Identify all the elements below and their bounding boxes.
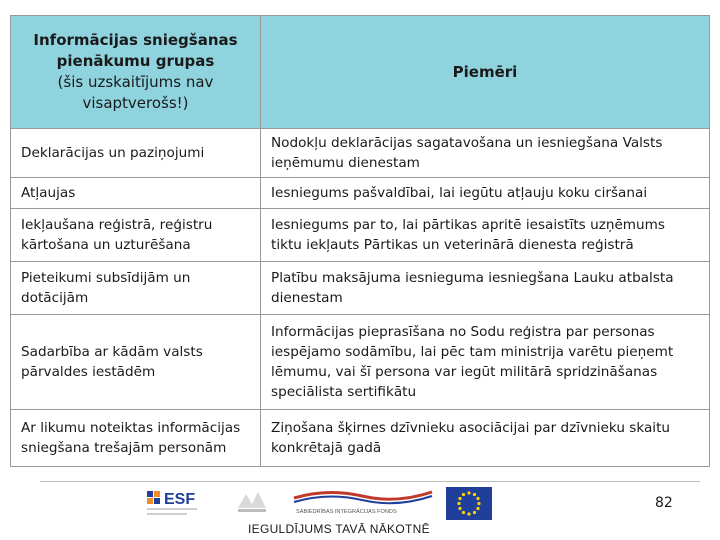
table-row [11,315,710,410]
example-cell: Platību maksājuma iesnieguma iesniegšana Lauku atbalsta dienestam [261,262,710,315]
group-cell: Deklarācijas un paziņojumi [11,129,261,178]
header-groups-title: Informācijas sniegšanas pienākumu grupas [33,31,238,70]
table-row [11,129,710,178]
header-examples-title: Piemēri [452,62,518,81]
example-cell: Iesniegums par to, lai pārtikas apritē iesaistīts uzņēmums tiktu iekļauts Pārtikas un veterinārā dienesta reģistrā [261,209,710,262]
footer-divider [40,481,700,482]
state-emblem-logo [232,488,272,514]
eu-flag-logo [446,487,492,520]
table-row [11,209,710,262]
table-row [11,178,710,209]
sif-logo-text: SABIEDRĪBAS INTEGRĀCIJAS FONDS [296,509,397,515]
example-cell: Informācijas pieprasīšana no Sodu reģistra par personas iespējamo sodāmību, lai pēc tam ministrija varētu pieņemt lēmumu, vai šī persona var iegūt militārā spridzināšanas speciālista sertifikātu [261,315,710,410]
footer-tagline: IEGULDĪJUMS TAVĀ NĀKOTNĒ [248,522,430,536]
esf-logo-text: ESF [164,491,196,508]
header-groups-note: (šis uzskaitījums nav visaptverošs!) [57,73,214,112]
page-number: 82 [655,495,673,511]
example-cell: Iesniegums pašvaldībai, lai iegūtu atļauju koku ciršanai [261,178,710,209]
sif-logo [292,486,434,516]
table-header-row [11,16,710,129]
example-cell: Ziņošana šķirnes dzīvnieku asociācijai par dzīvnieku skaitu konkrētajā gadā [261,410,710,467]
group-cell: Iekļaušana reģistrā, reģistru kārtošana un uzturēšana [11,209,261,262]
group-cell: Ar likumu noteiktas informācijas sniegšana trešajām personām [11,410,261,467]
example-cell: Nodokļu deklarācijas sagatavošana un iesniegšana Valsts ieņēmumu dienestam [261,129,710,178]
table-row [11,410,710,467]
header-cell-examples [261,16,710,129]
header-cell-groups [11,16,261,129]
group-cell: Sadarbība ar kādām valsts pārvaldes iestādēm [11,315,261,410]
info-duties-table [10,15,710,467]
group-cell: Pieteikumi subsīdijām un dotācijām [11,262,261,315]
table-row [11,262,710,315]
esf-logo [133,486,223,524]
group-cell: Atļaujas [11,178,261,209]
